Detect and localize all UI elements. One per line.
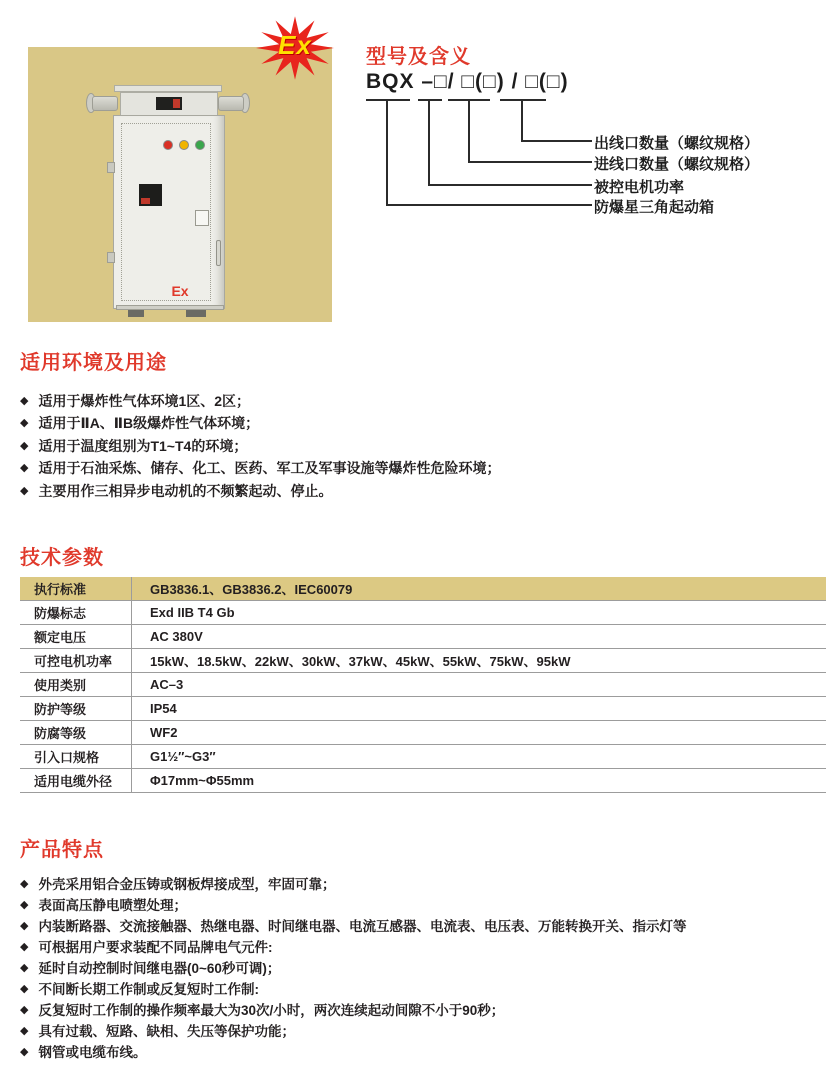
diamond-bullet-icon: ◆: [20, 484, 29, 497]
door-handle: [216, 240, 221, 266]
table-row: [20, 673, 826, 697]
spec-value: G1½″~G3″: [150, 749, 216, 764]
breaker-switch: [139, 184, 162, 206]
hinge: [107, 162, 115, 173]
usage-section-title: 适用环境及用途: [20, 352, 167, 374]
diamond-bullet-icon: ◆: [20, 983, 29, 995]
spec-value: WF2: [150, 725, 178, 740]
model-underline: [366, 99, 410, 101]
spec-label: 引入口规格: [20, 745, 132, 768]
indicator-lamp-green-icon: [195, 140, 205, 150]
spec-label: 可控电机功率: [20, 649, 132, 672]
list-item: [20, 874, 820, 895]
product-photo: [28, 30, 332, 322]
spec-value: AC 380V: [150, 629, 203, 644]
features-section-title: 产品特点: [20, 839, 104, 861]
spec-label: 防腐等级: [20, 721, 132, 744]
spec-label: 执行标准: [20, 577, 132, 600]
feature-item-text: 延时自动控制时间继电器(0~60秒可调)；: [38, 961, 281, 976]
model-code: BQX –□/ □(□) / □(□): [366, 70, 569, 93]
list-item: [20, 1021, 820, 1042]
spec-label: 使用类别: [20, 673, 132, 696]
list-item: [20, 937, 820, 958]
model-underline: [500, 99, 546, 101]
diamond-bullet-icon: ◆: [20, 417, 29, 430]
connector-line: [428, 99, 430, 185]
list-item: [20, 895, 820, 916]
diamond-bullet-icon: ◆: [20, 1025, 29, 1037]
model-legend-product-name: 防爆星三角起动箱: [594, 199, 715, 216]
diamond-bullet-icon: ◆: [20, 941, 29, 953]
usage-section: [20, 346, 810, 502]
table-row: [20, 697, 826, 721]
nameplate: [195, 210, 209, 226]
diamond-bullet-icon: ◆: [20, 1004, 29, 1016]
indicator-lamp-yellow-icon: [179, 140, 189, 150]
cabinet-lid: [114, 85, 222, 92]
ex-starburst-icon: [254, 14, 336, 82]
table-row: [20, 721, 826, 745]
feature-item-text: 表面高压静电喷塑处理；: [38, 898, 187, 913]
usage-item-text: 适用于ⅡA、ⅡB级爆炸性气体环境；: [38, 415, 260, 432]
specs-section: [20, 541, 826, 793]
list-item: [20, 457, 810, 479]
cable-gland-left: [92, 96, 118, 111]
cable-gland-right: [218, 96, 244, 111]
list-item: [20, 480, 810, 502]
diamond-bullet-icon: ◆: [20, 878, 29, 890]
list-item: [20, 958, 820, 979]
table-row: [20, 649, 826, 673]
spec-label: 防护等级: [20, 697, 132, 720]
diamond-bullet-icon: ◆: [20, 899, 29, 911]
spec-value: IP54: [150, 701, 177, 716]
indicator-lamp-red-icon: [163, 140, 173, 150]
connector-line: [521, 140, 592, 142]
diamond-bullet-icon: ◆: [20, 462, 29, 475]
table-row: [20, 625, 826, 649]
cabinet-display: [156, 97, 182, 110]
spec-label: 适用电缆外径: [20, 769, 132, 792]
feature-item-text: 钢管或电缆布线。: [38, 1045, 147, 1060]
table-row: [20, 577, 826, 601]
feature-item-text: 外壳采用铝合金压铸或钢板焊接成型，牢固可靠；: [38, 877, 336, 892]
connector-line: [386, 99, 388, 206]
connector-line: [521, 99, 523, 141]
feature-item-text: 反复短时工作制的操作频率最大为30次/小时，两次连续起动间隙不小于90秒；: [38, 1003, 505, 1018]
list-item: [20, 390, 810, 412]
feature-item-text: 具有过载、短路、缺相、失压等保护功能；: [38, 1024, 295, 1039]
cabinet-foot: [128, 310, 144, 317]
spec-value: 15kW、18.5kW、22kW、30kW、37kW、45kW、55kW、75kW、95kW: [150, 654, 571, 669]
list-item: [20, 412, 810, 434]
table-row: [20, 601, 826, 625]
diamond-bullet-icon: ◆: [20, 439, 29, 452]
model-section: [366, 40, 826, 265]
feature-item-text: 可根据用户要求装配不同品牌电气元件:: [38, 940, 273, 955]
diamond-bullet-icon: ◆: [20, 962, 29, 974]
table-row: [20, 745, 826, 769]
table-row: [20, 769, 826, 793]
usage-item-text: 适用于爆炸性气体环境1区、2区；: [38, 393, 251, 409]
specs-section-title: 技术参数: [20, 547, 104, 569]
feature-item-text: 内装断路器、交流接触器、热继电器、时间继电器、电流互感器、电流表、电压表、万能转换开关、指示灯等: [38, 919, 687, 934]
ex-starburst-label: Ex: [278, 30, 312, 60]
connector-line: [468, 99, 470, 162]
list-item: [20, 916, 820, 937]
model-underline: [418, 99, 442, 101]
list-item: [20, 1000, 820, 1021]
usage-item-text: 主要用作三相异步电动机的不频繁起动、停止。: [38, 482, 333, 499]
spec-label: 防爆标志: [20, 601, 132, 624]
connector-line: [386, 204, 592, 206]
usage-item-text: 适用于温度组别为T1~T4的环境；: [38, 437, 248, 454]
connector-line: [428, 184, 592, 186]
model-legend-motor-power: 被控电机功率: [594, 179, 685, 196]
diamond-bullet-icon: ◆: [20, 920, 29, 932]
spec-value: Exd IIB T4 Gb: [150, 605, 235, 620]
connector-line: [468, 161, 592, 163]
cabinet-foot: [186, 310, 206, 317]
features-section: [20, 833, 820, 1063]
model-legend-outlets: 出线口数量（螺纹规格）: [594, 135, 760, 152]
diamond-bullet-icon: ◆: [20, 395, 29, 407]
list-item: [20, 1042, 820, 1063]
model-section-title: 型号及含义: [366, 46, 471, 68]
list-item: [20, 435, 810, 457]
spec-value: AC–3: [150, 677, 184, 692]
feature-item-text: 不间断长期工作制或反复短时工作制:: [38, 982, 259, 997]
list-item: [20, 979, 820, 1000]
usage-item-text: 适用于石油采炼、储存、化工、医药、军工及军事设施等爆炸性危险环境；: [38, 460, 501, 477]
specs-table: [20, 577, 826, 793]
cabinet-ex-marking: Ex: [171, 283, 189, 299]
diamond-bullet-icon: ◆: [20, 1046, 29, 1058]
spec-value: Φ17mm~Φ55mm: [150, 773, 255, 788]
spec-value: GB3836.1、GB3836.2、IEC60079: [150, 582, 353, 597]
model-legend-inlets: 进线口数量（螺纹规格）: [594, 156, 760, 173]
hinge: [107, 252, 115, 263]
spec-label: 额定电压: [20, 625, 132, 648]
